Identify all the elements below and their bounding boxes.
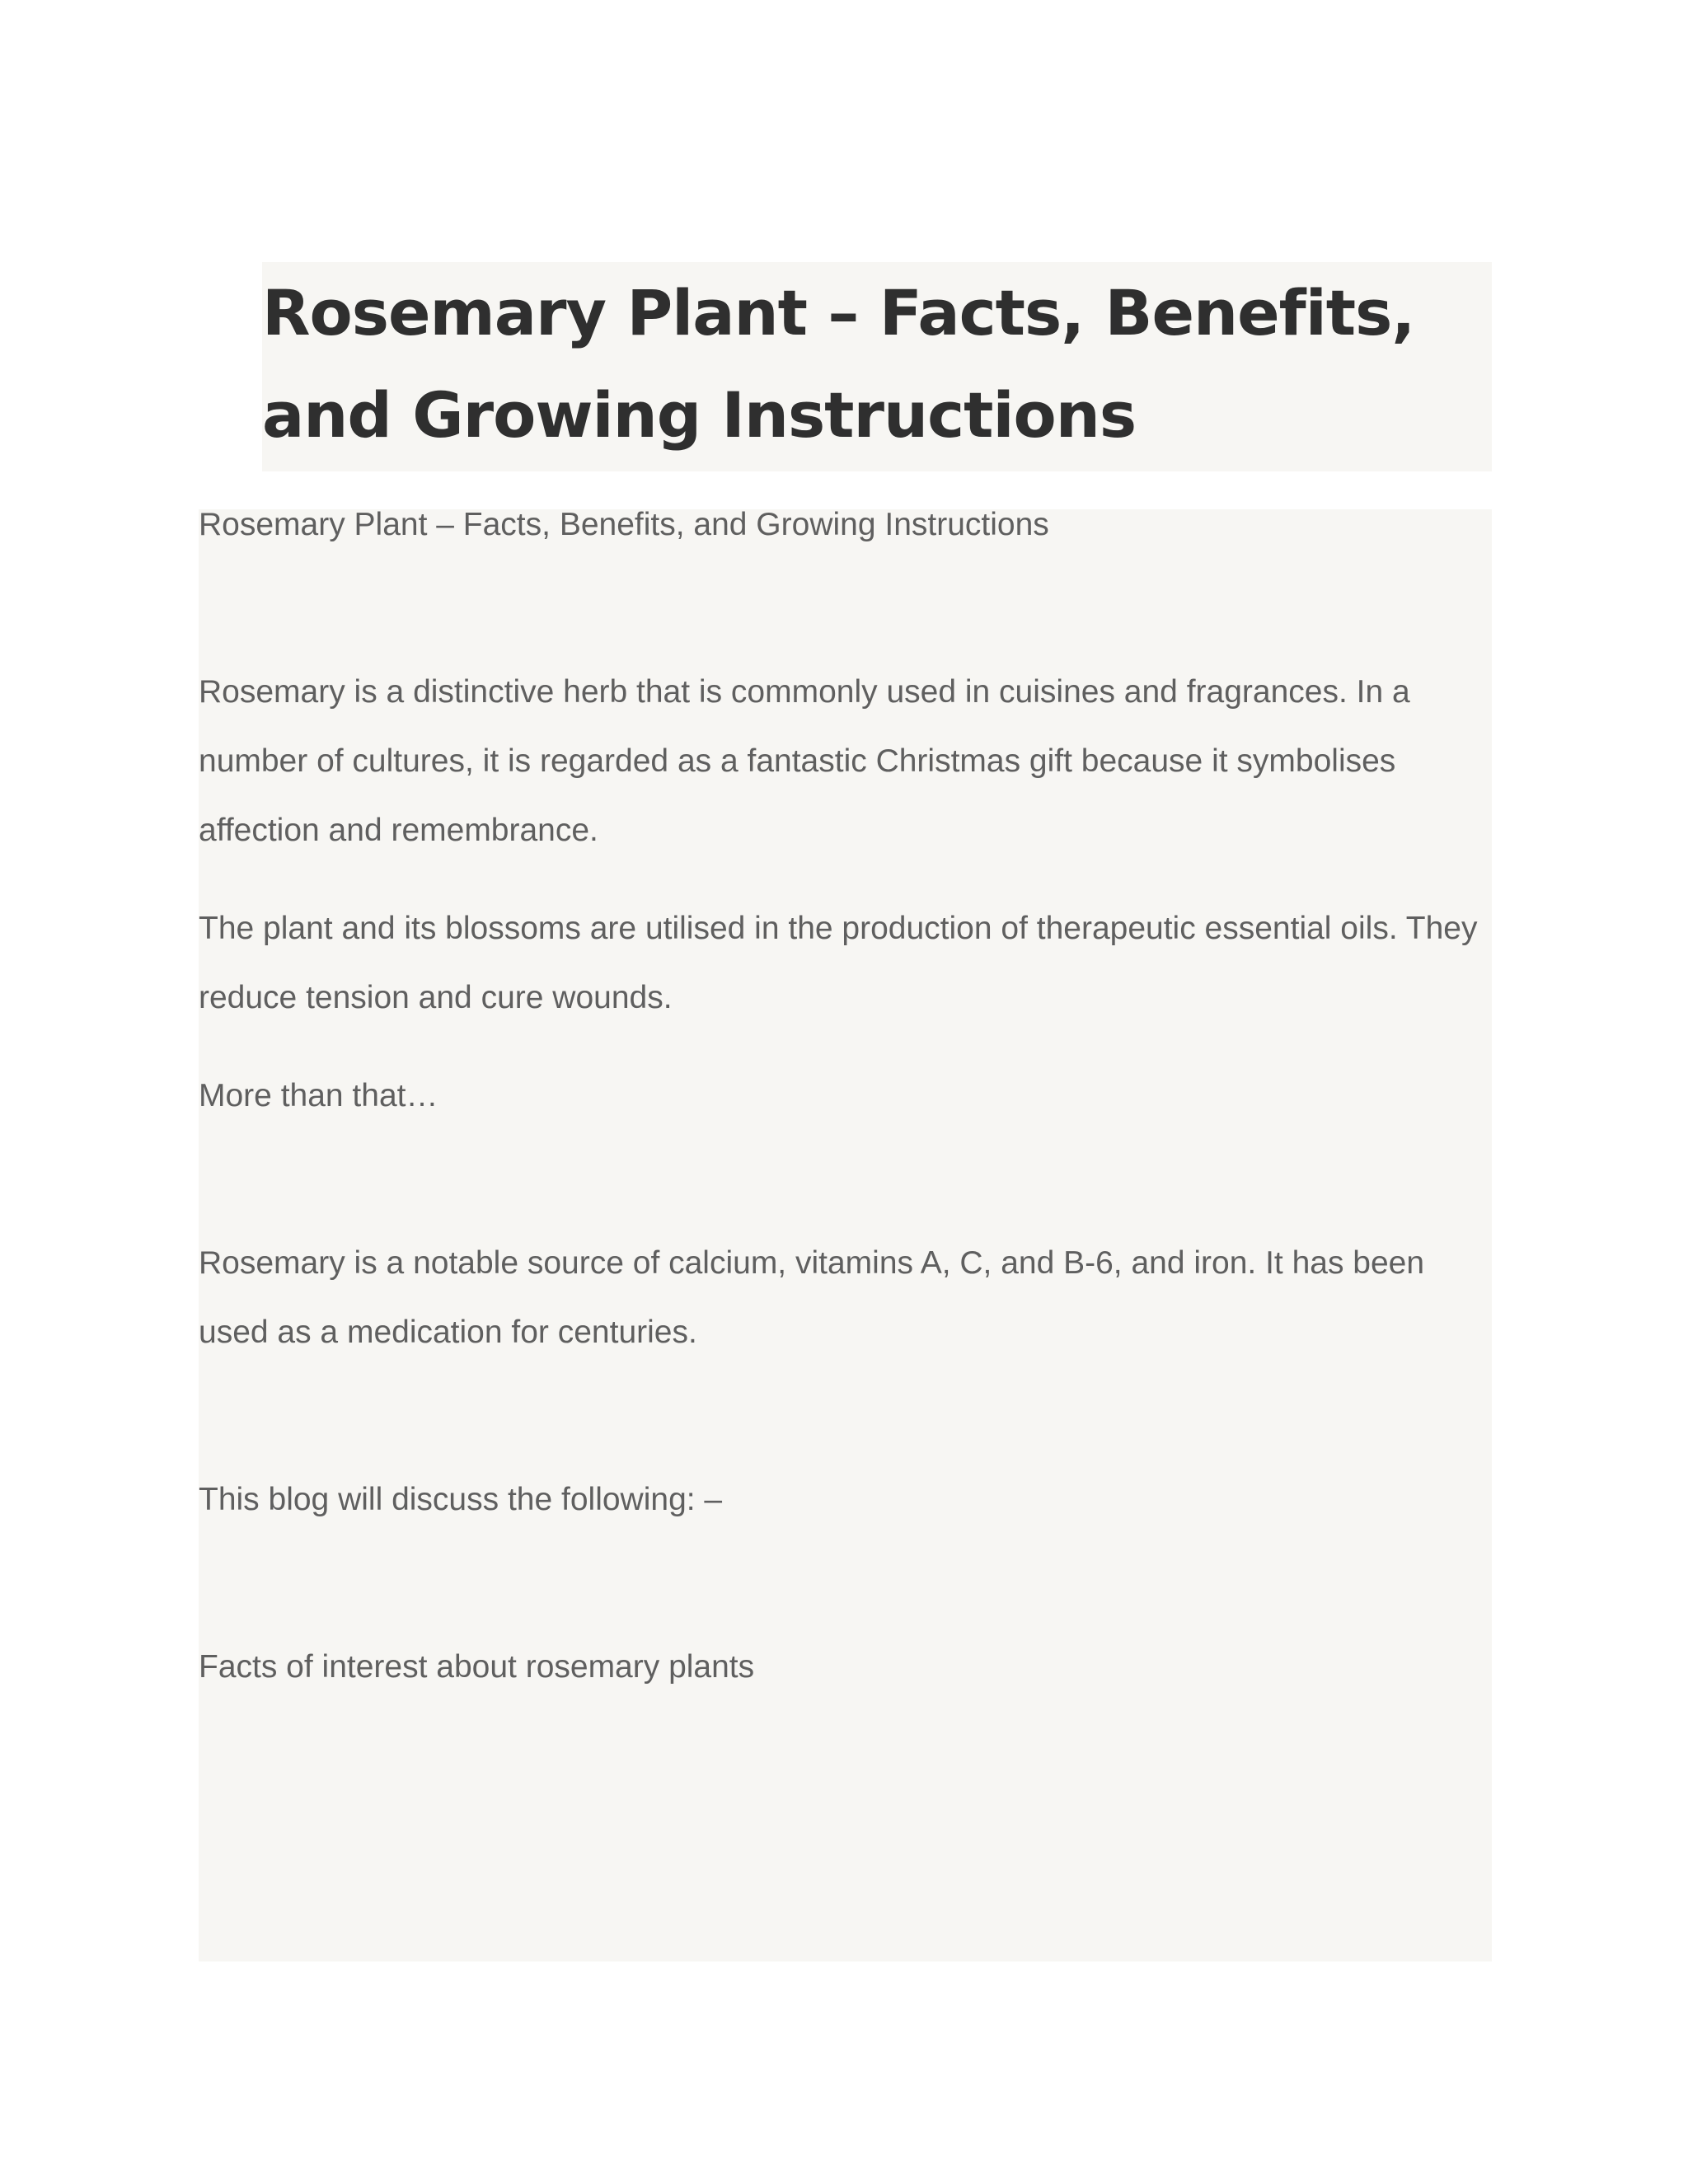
title-block	[262, 262, 1492, 471]
paragraph-more-than-that: More than that…	[199, 1078, 438, 1113]
paragraph-essential-oils: The plant and its blossoms are utilised in the production of therapeutic essential oils. They reduce tension and cure wounds.	[199, 911, 1478, 1015]
paragraph-facts-heading: Facts of interest about rosemary plants	[199, 1649, 755, 1685]
paragraph-blog-discuss: This blog will discuss the following: –	[199, 1482, 723, 1517]
paragraph-subtitle: Rosemary Plant – Facts, Benefits, and Growing Instructions	[199, 507, 1049, 542]
article-body	[199, 509, 1492, 1961]
paragraph-nutrition: Rosemary is a notable source of calcium, vitamins A, C, and B-6, and iron. It has been used as a medication for centuries.	[199, 1245, 1425, 1350]
paragraph-intro: Rosemary is a distinctive herb that is commonly used in cuisines and fragrances. In a number of cultures, it is regarded as a fantastic Christmas gift because it symbolises affection and remembrance.	[199, 674, 1410, 848]
page-title: Rosemary Plant – Facts, Benefits, and Growing Instructions	[262, 276, 1415, 452]
